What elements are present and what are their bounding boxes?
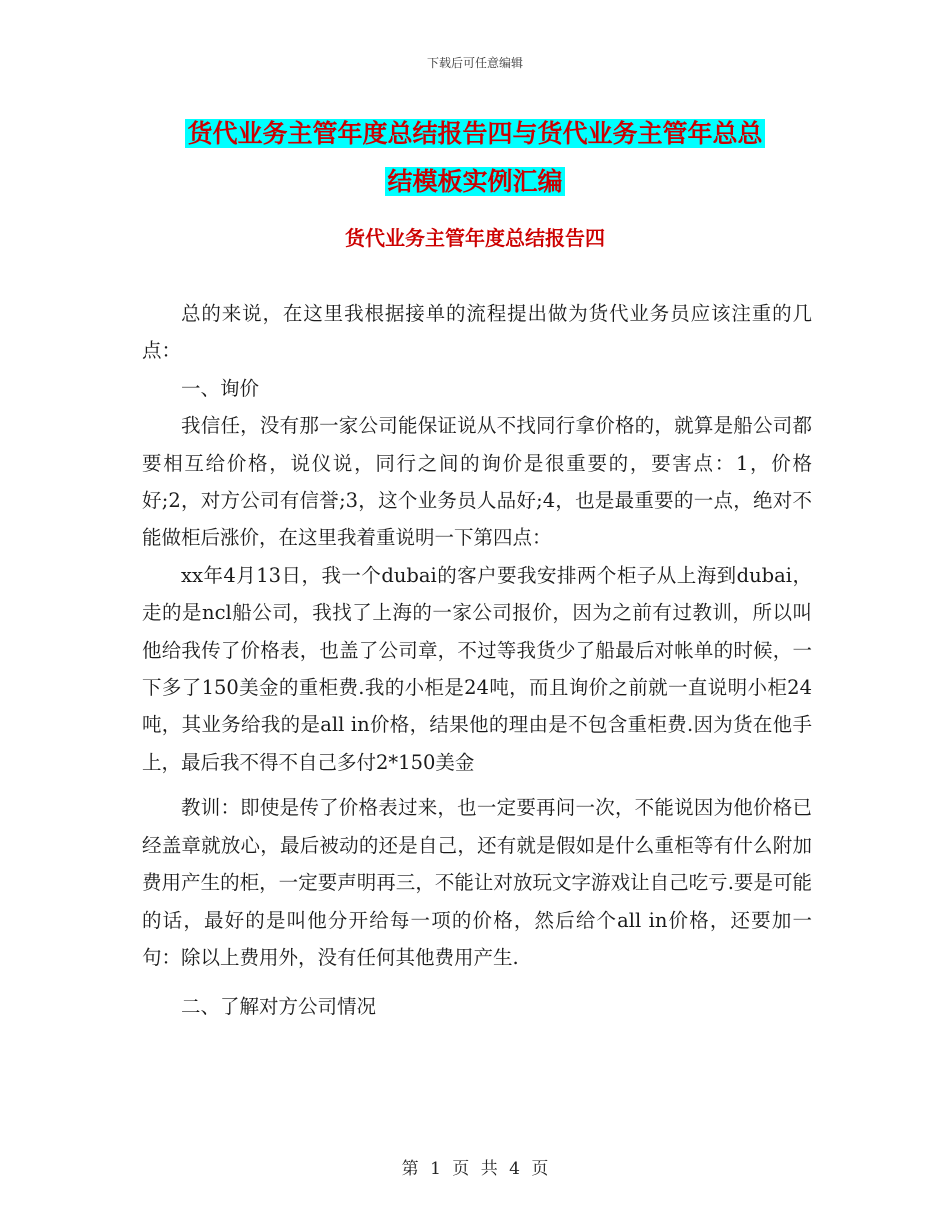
section-title: 货代业务主管年度总结报告四 — [345, 226, 605, 250]
paragraph-inquiry-points: 我信任，没有那一家公司能保证说从不找同行拿价格的，就算是船公司都要相互给价格，说仪说，同行之间的询价是很重要的，要害点：1，价格好;2，对方公司有信誉;3，这个业务员人品好;4，也是最重要的一点，绝对不能做柜后涨价，在这里我着重说明一下第四点： — [142, 414, 812, 550]
paragraph-example: xx年4月13日，我一个dubai的客户要我安排两个柜子从上海到dubai，走的是ncl船公司，我找了上海的一家公司报价，因为之前有过教训，所以叫他给我传了价格表，也盖了公司章，不过等我货少了船最后对帐单的时候，一下多了150美金的重柜费.我的小柜是24吨，而且询价之前就一直说明小柜24吨，其业务给我的是all in价格，结果他的理由是不包含重柜费.因为货在他手上，最后我不得不自己多付2*150美金 — [142, 563, 812, 774]
title-line-2-text: 结模板实例汇编 — [387, 167, 563, 196]
heading-inquiry: 一、询价 — [181, 376, 260, 400]
header-note: 下载后可任意编辑 — [426, 56, 523, 70]
document-title — [0, 110, 950, 206]
paragraph-intro: 总的来说，在这里我根据接单的流程提出做为货代业务员应该注重的几点： — [142, 302, 812, 363]
title-line-1-text: 货代业务主管年度总结报告四与货代业务主管年总总 — [187, 119, 763, 148]
title-line-1 — [0, 110, 950, 158]
document-body — [142, 295, 812, 1026]
heading-company-check: 二、了解对方公司情况 — [181, 995, 377, 1019]
paragraph-lesson: 教训：即使是传了价格表过来，也一定要再问一次，不能说因为他价格已经盖章就放心，最后被动的还是自己，还有就是假如是什么重柜等有什么附加费用产生的柜，一定要声明再三，不能让对放玩文字游戏让自己吃亏.要是可能的话，最好的是叫他分开给每一项的价格，然后给个all in价格，还要加一句：除以上费用外，没有任何其他费用产生. — [142, 796, 812, 969]
title-line-2 — [0, 158, 950, 206]
page-footer: 第 1 页 共 4 页 — [401, 1159, 549, 1179]
